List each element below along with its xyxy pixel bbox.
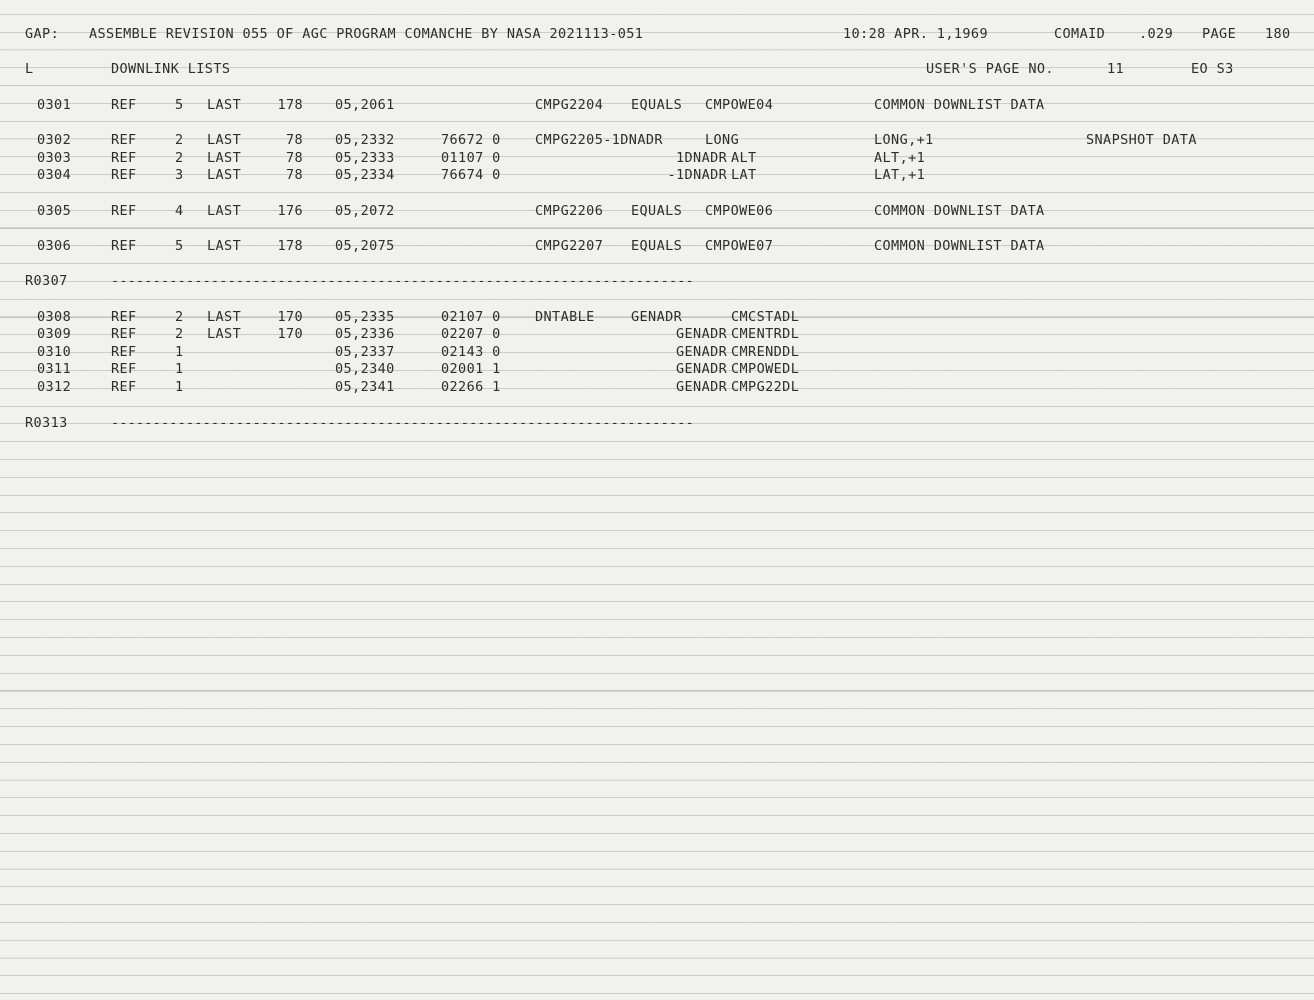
ref-keyword: REF <box>111 167 137 183</box>
gap-prefix: GAP: <box>25 26 60 42</box>
eo-label: EO S3 <box>1191 61 1234 77</box>
address: 05,2341 <box>335 379 395 395</box>
address: 05,2333 <box>335 150 395 166</box>
last-line: 178 <box>277 97 304 113</box>
octal-code: 02107 0 <box>441 309 501 325</box>
line-number: 0309 <box>37 326 72 342</box>
opcode-field: -1DNADR <box>667 167 728 183</box>
comment-field: COMMON DOWNLIST DATA <box>874 203 1045 219</box>
opcode-field: EQUALS <box>631 238 683 254</box>
line-number: 0303 <box>37 150 72 166</box>
rule-number: R0313 <box>25 415 68 431</box>
users-page-number: 11 <box>1107 61 1125 77</box>
ref-keyword: REF <box>111 150 137 166</box>
octal-code: 76674 0 <box>441 167 501 183</box>
ref-count: 1 <box>175 344 184 360</box>
opcode-field: EQUALS <box>631 203 683 219</box>
label-field: CMPG2207 <box>535 238 604 254</box>
octal-code: 01107 0 <box>441 150 501 166</box>
ref-count: 1 <box>175 361 184 377</box>
ref-count: 1 <box>175 379 184 395</box>
line-number: 0310 <box>37 344 72 360</box>
operand-field: CMPOWEDL <box>731 361 800 377</box>
last-keyword: LAST <box>207 326 242 342</box>
last-line: 176 <box>277 203 304 219</box>
line-number: 0305 <box>37 203 72 219</box>
address: 05,2072 <box>335 203 395 219</box>
last-keyword: LAST <box>207 167 242 183</box>
address: 05,2337 <box>335 344 395 360</box>
octal-code: 02143 0 <box>441 344 501 360</box>
page-label: PAGE <box>1202 26 1237 42</box>
last-line: 78 <box>286 150 304 166</box>
octal-code: 02266 1 <box>441 379 501 395</box>
ref-count: 2 <box>175 132 184 148</box>
note-field: SNAPSHOT DATA <box>1086 132 1197 148</box>
last-line: 178 <box>277 238 304 254</box>
line-number: 0302 <box>37 132 72 148</box>
opcode-field: GENADR <box>676 379 728 395</box>
rule-dashes: ---------------------------------------------------------------------- <box>111 415 694 431</box>
address: 05,2335 <box>335 309 395 325</box>
page-title: ASSEMBLE REVISION 055 OF AGC PROGRAM COMANCHE BY NASA 2021113-051 <box>89 26 644 42</box>
timestamp: 10:28 APR. 1,1969 <box>843 26 988 42</box>
operand-field: CMRENDDL <box>731 344 800 360</box>
operand-field: CMCSTADL <box>731 309 800 325</box>
address: 05,2336 <box>335 326 395 342</box>
rule-number: R0307 <box>25 273 68 289</box>
section-title: DOWNLINK LISTS <box>111 61 231 77</box>
last-line: 170 <box>277 309 304 325</box>
ref-keyword: REF <box>111 379 137 395</box>
last-keyword: LAST <box>207 150 242 166</box>
last-line: 78 <box>286 167 304 183</box>
ref-keyword: REF <box>111 238 137 254</box>
operand-field: LAT <box>731 167 757 183</box>
operand-field: LONG <box>705 132 740 148</box>
ref-count: 2 <box>175 326 184 342</box>
ref-count: 2 <box>175 150 184 166</box>
operand-field: ALT <box>731 150 757 166</box>
comment-field: LAT,+1 <box>874 167 926 183</box>
operand-field: CMPOWE07 <box>705 238 774 254</box>
line-number: 0311 <box>37 361 72 377</box>
opcode-field: 1DNADR <box>676 150 728 166</box>
label-field: CMPG2204 <box>535 97 604 113</box>
ref-keyword: REF <box>111 344 137 360</box>
users-page-label: USER'S PAGE NO. <box>926 61 1054 77</box>
address: 05,2340 <box>335 361 395 377</box>
comment-field: COMMON DOWNLIST DATA <box>874 238 1045 254</box>
ref-count: 3 <box>175 167 184 183</box>
ref-keyword: REF <box>111 203 137 219</box>
last-keyword: LAST <box>207 238 242 254</box>
line-number: 0306 <box>37 238 72 254</box>
line-number: 0312 <box>37 379 72 395</box>
operand-field: CMPG22DL <box>731 379 800 395</box>
last-keyword: LAST <box>207 132 242 148</box>
last-keyword: LAST <box>207 203 242 219</box>
address: 05,2075 <box>335 238 395 254</box>
opcode-field: EQUALS <box>631 97 683 113</box>
octal-code: 76672 0 <box>441 132 501 148</box>
line-number: 0304 <box>37 167 72 183</box>
ref-keyword: REF <box>111 132 137 148</box>
operand-field: CMPOWE04 <box>705 97 774 113</box>
ref-keyword: REF <box>111 309 137 325</box>
ref-keyword: REF <box>111 97 137 113</box>
ref-count: 5 <box>175 97 184 113</box>
last-line: 78 <box>286 132 304 148</box>
version-label: .029 <box>1139 26 1174 42</box>
label-field: CMPG2205-1DNADR <box>535 132 663 148</box>
label-field: DNTABLE <box>535 309 595 325</box>
address: 05,2332 <box>335 132 395 148</box>
ref-keyword: REF <box>111 326 137 342</box>
octal-code: 02207 0 <box>441 326 501 342</box>
rule-dashes: ---------------------------------------------------------------------- <box>111 273 694 289</box>
ref-count: 4 <box>175 203 184 219</box>
last-line: 170 <box>277 326 304 342</box>
last-keyword: LAST <box>207 309 242 325</box>
address: 05,2061 <box>335 97 395 113</box>
page-number: 180 <box>1265 26 1291 42</box>
opcode-field: GENADR <box>676 361 728 377</box>
column-l: L <box>25 61 34 77</box>
address: 05,2334 <box>335 167 395 183</box>
opcode-field: GENADR <box>676 326 728 342</box>
opcode-field: GENADR <box>631 309 683 325</box>
line-number: 0301 <box>37 97 72 113</box>
operand-field: CMENTRDL <box>731 326 800 342</box>
comment-field: COMMON DOWNLIST DATA <box>874 97 1045 113</box>
comaid-label: COMAID <box>1054 26 1106 42</box>
ref-count: 5 <box>175 238 184 254</box>
opcode-field: GENADR <box>676 344 728 360</box>
comment-field: ALT,+1 <box>874 150 926 166</box>
operand-field: CMPOWE06 <box>705 203 774 219</box>
ref-count: 2 <box>175 309 184 325</box>
ref-keyword: REF <box>111 361 137 377</box>
line-number: 0308 <box>37 309 72 325</box>
last-keyword: LAST <box>207 97 242 113</box>
octal-code: 02001 1 <box>441 361 501 377</box>
label-field: CMPG2206 <box>535 203 604 219</box>
comment-field: LONG,+1 <box>874 132 934 148</box>
